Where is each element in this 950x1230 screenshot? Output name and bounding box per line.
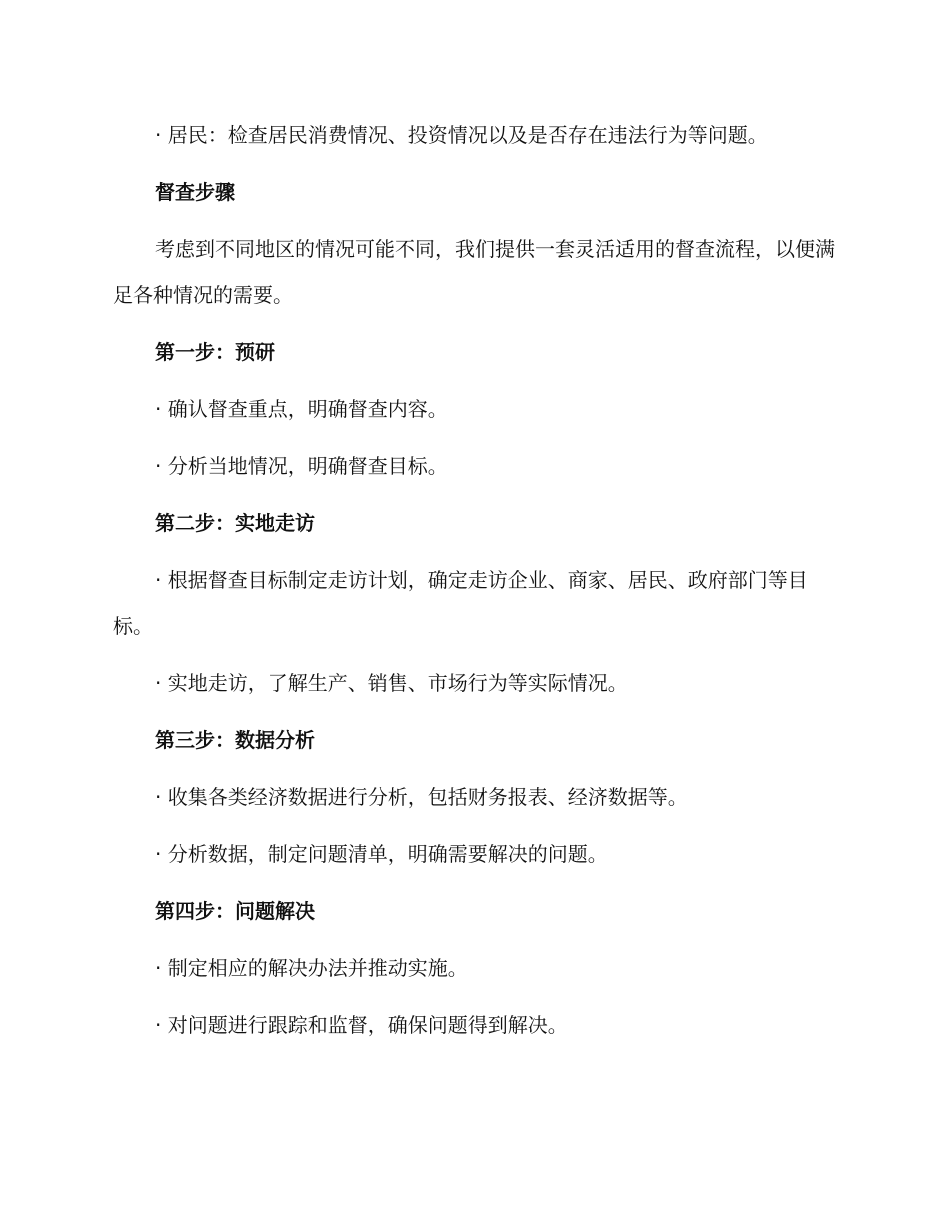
intro-paragraph: 考虑到不同地区的情况可能不同，我们提供一套灵活适用的督查流程，以便满足各种情况的需要。 bbox=[113, 237, 835, 307]
section-heading-steps: 督查步骤 bbox=[155, 180, 235, 204]
bullet-residents: · 居民：检查居民消费情况、投资情况以及是否存在违法行为等问题。 bbox=[155, 123, 768, 147]
step-1-heading: 第一步：预研 bbox=[155, 340, 275, 364]
step-2-heading: 第二步：实地走访 bbox=[155, 511, 315, 535]
step-2-bullet-2: · 实地走访，了解生产、销售、市场行为等实际情况。 bbox=[155, 671, 628, 695]
step-4-heading: 第四步：问题解决 bbox=[155, 899, 315, 923]
step-2-bullet-1: · 根据督查目标制定走访计划，确定走访企业、商家、居民、政府部门等目标。 bbox=[113, 568, 808, 638]
step-3-heading: 第三步：数据分析 bbox=[155, 728, 315, 752]
step-3-bullet-2: · 分析数据，制定问题清单，明确需要解决的问题。 bbox=[155, 842, 608, 866]
step-1-bullet-1: · 确认督查重点，明确督查内容。 bbox=[155, 397, 448, 421]
step-4-bullet-1: · 制定相应的解决办法并推动实施。 bbox=[155, 956, 468, 980]
step-4-bullet-2: · 对问题进行跟踪和监督，确保问题得到解决。 bbox=[155, 1013, 568, 1037]
step-1-bullet-2: · 分析当地情况，明确督查目标。 bbox=[155, 454, 448, 478]
step-3-bullet-1: · 收集各类经济数据进行分析，包括财务报表、经济数据等。 bbox=[155, 785, 688, 809]
